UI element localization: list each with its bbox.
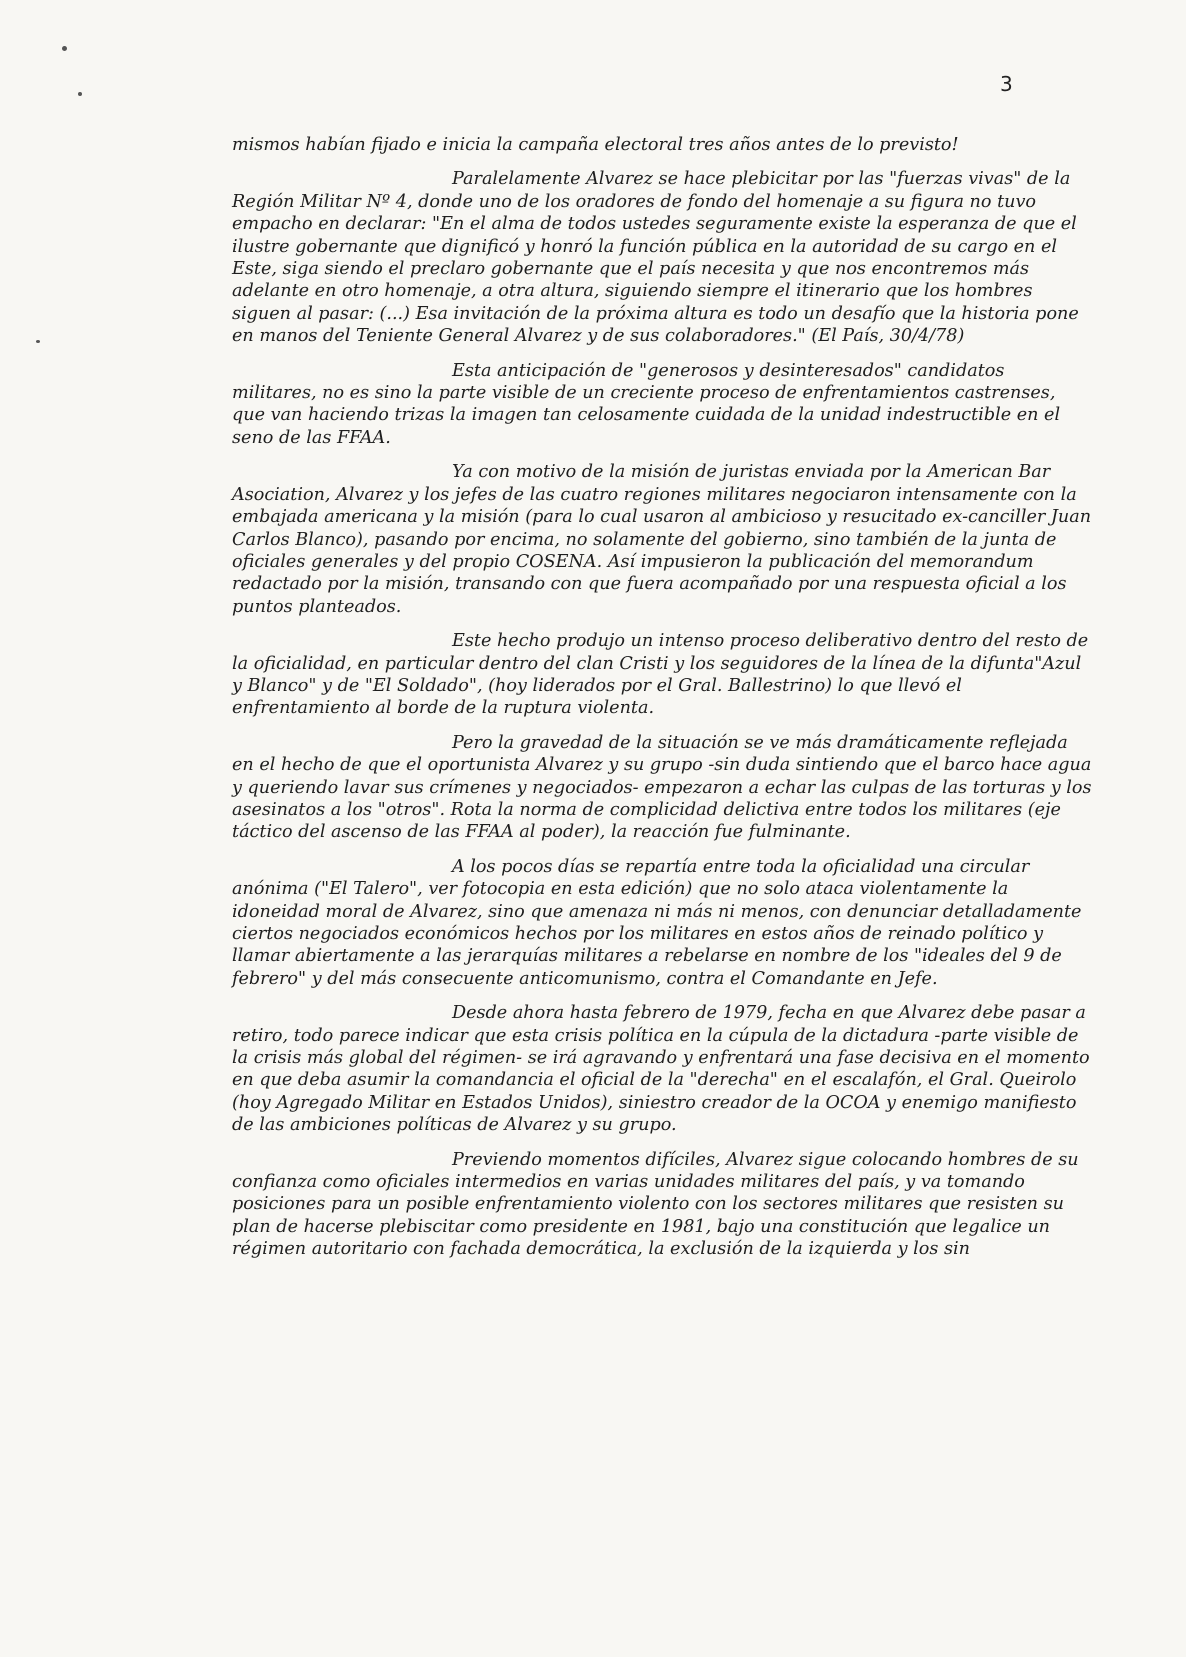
paragraph: Paralelamente Alvarez se hace plebicitar por las "fuerzas vivas" de la Región Militar Nº 4, donde uno de los oradores de fondo del homenaje a su figura no tuvo empacho en declarar: "En el alma de todos ustedes seguramente existe la esperanza de que el ilustre gobernante que dignificó y honró la función pública en la autoridad de su cargo en el Este, siga siendo el preclaro gobernante que el país necesita y que nos encontremos más adelante en otro homenaje, a otra altura, siguiendo siempre el itinerario que los hombres siguen al pasar: (...) Esa invitación de la próxima altura es todo un desafío que la historia pone en manos del Teniente General Alvarez y de sus colaboradores." (El País, 30/4/78) (232, 169, 1079, 347)
paragraph: mismos habían fijado e inicia la campaña electoral tres años antes de lo previsto! (232, 135, 959, 155)
paragraph: A los pocos días se repartía entre toda la oficialidad una circular anónima ("El Talero", ver fotocopia en esta edición) que no solo ataca violentamente la idoneidad moral de Alvarez, sino que amenaza ni más ni menos, con denunciar detalladamente ciertos negociados económicos hechos por los militares en estos años de reinado político y llamar abiertamente a las jerarquías militares a rebelarse en nombre de los "ideales del 9 de febrero" y del más consecuente anticomunismo, contra el Comandante en Jefe. (232, 856, 1082, 989)
paragraph: Esta anticipación de "generosos y desinteresados" candidatos militares, no es sino la parte visible de un creciente proceso de enfrentamientos castrenses, que van haciendo trizas la imagen tan celosamente cuidada de la unidad indestructible en el seno de las FFAA. (232, 360, 1061, 448)
paragraph: Ya con motivo de la misión de juristas enviada por la American Bar Asociation, Alvarez y los jefes de las cuatro regiones militares negociaron intensamente con la embajada americana y la misión (para lo cual usaron al ambicioso y resucitado ex-canciller Juan Carlos Blanco), pasando por encima, no solamente del gobierno, sino también de la junta de oficiales generales y del propio COSENA. Así impusieron la publicación del memorandum redactado por la misión, transando con que fuera acompañado por una respuesta oficial a los puntos planteados. (232, 462, 1092, 617)
page-number: 3 (1000, 72, 1013, 96)
body-text (232, 134, 1092, 1273)
paragraph: Pero la gravedad de la situación se ve más dramáticamente reflejada en el hecho de que el oportunista Alvarez y su grupo -sin duda sintiendo que el barco hace agua y queriendo lavar sus crímenes y negociados- empezaron a echar las culpas de las torturas y los asesinatos a los "otros". Rota la norma de complicidad delictiva entre todos los militares (eje táctico del ascenso de las FFAA al poder), la reacción fue fulminante. (232, 732, 1092, 843)
paper-speck (36, 340, 40, 343)
paper-speck (78, 92, 82, 96)
paper-speck (62, 46, 67, 51)
paragraph: Previendo momentos difíciles, Alvarez sigue colocando hombres de su confianza como oficiales intermedios en varias unidades militares del país, y va tomando posiciones para un posible enfrentamiento violento con los sectores militares que resisten su plan de hacerse plebiscitar como presidente en 1981, bajo una constitución que legalice un régimen autoritario con fachada democrática, la exclusión de la izquierda y los sin (232, 1149, 1079, 1260)
paragraph: Este hecho produjo un intenso proceso deliberativo dentro del resto de la oficialidad, en particular dentro del clan Cristi y los seguidores de la línea de la difunta"Azul y Blanco" y de "El Soldado", (hoy liderados por el Gral. Ballestrino) lo que llevó el enfrentamiento al borde de la ruptura violenta. (232, 631, 1089, 719)
paragraph: Desde ahora hasta febrero de 1979, fecha en que Alvarez debe pasar a retiro, todo parece indicar que esta crisis política en la cúpula de la dictadura -parte visible de la crisis más global del régimen- se irá agravando y enfrentará una fase decisiva en el momento en que deba asumir la comandancia el oficial de la "derecha" en el escalafón, el Gral. Queirolo (hoy Agregado Militar en Estados Unidos), siniestro creador de la OCOA y enemigo manifiesto de las ambiciones políticas de Alvarez y su grupo. (232, 1003, 1090, 1136)
